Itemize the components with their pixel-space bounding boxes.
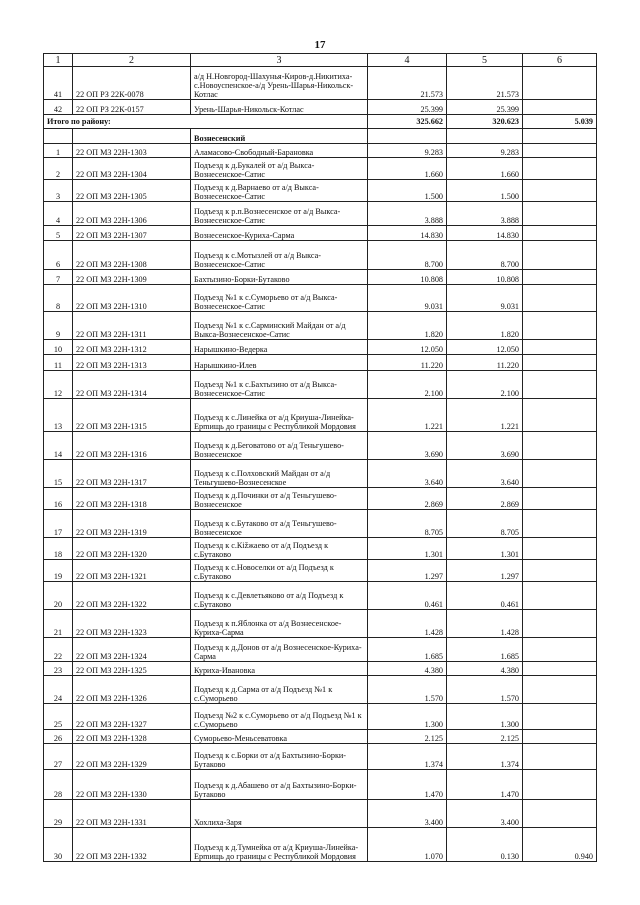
road-name: Хохлиха-Заря [191, 800, 368, 828]
total-label: Итого по району: [44, 115, 368, 129]
length-total: 1.301 [368, 538, 447, 560]
column-header-4: 4 [368, 54, 447, 67]
length-col5: 3.888 [447, 202, 523, 226]
length-col5: 1.301 [447, 538, 523, 560]
column-header-6: 6 [523, 54, 597, 67]
length-total: 2.125 [368, 730, 447, 744]
table-row [44, 510, 597, 538]
road-code: 22 ОП РЗ 22К-0078 [73, 67, 191, 100]
table-row [44, 144, 597, 158]
length-total: 25.399 [368, 100, 447, 115]
district-empty-cell [368, 129, 447, 144]
length-col6 [523, 488, 597, 510]
road-name: а/д Н.Новгород-Шахунья-Киров-д.Никитиха-с.Новоуспенское-а/д Урень-Шарья-Никольск-Котлас [191, 67, 368, 100]
column-header-1: 1 [44, 54, 73, 67]
length-total: 12.050 [368, 340, 447, 355]
road-name: Подъезд к д.Донов от а/д Вознесенское-Курихa-Сарма [191, 638, 368, 662]
road-code: 22 ОП МЗ 22Н-1309 [73, 270, 191, 285]
row-number: 13 [44, 399, 73, 432]
length-col6 [523, 582, 597, 610]
length-total: 3.640 [368, 460, 447, 488]
road-name: Подъезд к с.Линейка от а/д Криуша-Линейка-Ерmищь до границы с Республикой Мордовия [191, 399, 368, 432]
table-row [44, 432, 597, 460]
row-number: 2 [44, 158, 73, 180]
road-code: 22 ОП МЗ 22Н-1312 [73, 340, 191, 355]
row-number: 19 [44, 560, 73, 582]
length-col6 [523, 312, 597, 340]
row-number: 1 [44, 144, 73, 158]
length-col5: 4.380 [447, 662, 523, 676]
length-col6 [523, 676, 597, 704]
length-total: 4.380 [368, 662, 447, 676]
length-col5: 8.700 [447, 241, 523, 270]
table-row [44, 399, 597, 432]
length-total: 3.888 [368, 202, 447, 226]
road-name: Подъезд к с.Борки от а/д Бахтызино-Борки-Бутаково [191, 744, 368, 770]
length-col5: 3.640 [447, 460, 523, 488]
road-name: Подъезд к д.Тумнейка от а/д Криуша-Линейка-Ерmищь до границы с Республикой Мордовия [191, 828, 368, 862]
district-header-row [44, 129, 597, 144]
road-code: 22 ОП МЗ 22Н-1311 [73, 312, 191, 340]
length-col5: 3.400 [447, 800, 523, 828]
length-total: 1.820 [368, 312, 447, 340]
road-code: 22 ОП МЗ 22Н-1303 [73, 144, 191, 158]
row-number: 22 [44, 638, 73, 662]
road-name: Подъезд к д.Букалей от а/д Выкса-Вознесенское-Сатис [191, 158, 368, 180]
road-name: Нарышкино-Илев [191, 355, 368, 371]
row-number: 8 [44, 285, 73, 312]
road-code: 22 ОП МЗ 22Н-1320 [73, 538, 191, 560]
length-total: 1.428 [368, 610, 447, 638]
road-name: Вознесенское-Курихa-Сарма [191, 226, 368, 241]
row-number: 42 [44, 100, 73, 115]
roads-table [43, 53, 597, 862]
road-name: Подъезд к д.Сарма от а/д Подъезд №1 к с.Суморьево [191, 676, 368, 704]
length-total: 0.461 [368, 582, 447, 610]
road-name: Подъезд №1 к с.Суморьево от а/д Выкса-Вознесенское-Сатис [191, 285, 368, 312]
table-row [44, 285, 597, 312]
row-number: 5 [44, 226, 73, 241]
table-row [44, 560, 597, 582]
row-number: 6 [44, 241, 73, 270]
table-row [44, 744, 597, 770]
road-name: Подъезд к с.Новоселки от а/д Подъезд к с.Бутаково [191, 560, 368, 582]
district-empty-cell [523, 129, 597, 144]
total-c6: 5.039 [523, 115, 597, 129]
road-code: 22 ОП МЗ 22Н-1332 [73, 828, 191, 862]
length-total: 8.700 [368, 241, 447, 270]
length-col5: 1.500 [447, 180, 523, 202]
road-name: Подъезд к р.п.Вознесенское от а/д Выкса-Вознесенское-Сатис [191, 202, 368, 226]
column-header-3: 3 [191, 54, 368, 67]
total-c4: 325.662 [368, 115, 447, 129]
row-number: 21 [44, 610, 73, 638]
road-name: Подъезд к с.Кižжаево от а/д Подъезд к с.Бутаково [191, 538, 368, 560]
length-col6 [523, 285, 597, 312]
length-col6 [523, 610, 597, 638]
length-col5: 9.283 [447, 144, 523, 158]
length-total: 1.570 [368, 676, 447, 704]
district-empty-cell [44, 129, 73, 144]
table-row [44, 662, 597, 676]
length-total: 1.660 [368, 158, 447, 180]
length-col6 [523, 355, 597, 371]
length-col5: 2.125 [447, 730, 523, 744]
row-number: 10 [44, 340, 73, 355]
length-col6 [523, 100, 597, 115]
road-code: 22 ОП МЗ 22Н-1317 [73, 460, 191, 488]
total-c5: 320.623 [447, 115, 523, 129]
road-name: Подъезд №1 к с.Бахтызино от а/д Выкса-Вознесенское-Сатис [191, 371, 368, 399]
length-col5: 3.690 [447, 432, 523, 460]
length-col5: 1.685 [447, 638, 523, 662]
road-code: 22 ОП МЗ 22Н-1307 [73, 226, 191, 241]
table-row [44, 158, 597, 180]
length-total: 11.220 [368, 355, 447, 371]
row-number: 29 [44, 800, 73, 828]
length-total: 9.283 [368, 144, 447, 158]
road-name: Курихa-Ивановка [191, 662, 368, 676]
table-row [44, 704, 597, 730]
length-col6 [523, 638, 597, 662]
road-code: 22 ОП МЗ 22Н-1321 [73, 560, 191, 582]
length-col6 [523, 800, 597, 828]
row-number: 16 [44, 488, 73, 510]
row-number: 4 [44, 202, 73, 226]
length-col5: 25.399 [447, 100, 523, 115]
road-code: 22 ОП МЗ 22Н-1313 [73, 355, 191, 371]
road-code: 22 ОП МЗ 22Н-1318 [73, 488, 191, 510]
length-total: 1.470 [368, 770, 447, 800]
length-col6 [523, 538, 597, 560]
row-number: 12 [44, 371, 73, 399]
table-row [44, 460, 597, 488]
column-header-5: 5 [447, 54, 523, 67]
district-name: Вознесенский [191, 129, 368, 144]
row-number: 28 [44, 770, 73, 800]
road-code: 22 ОП МЗ 22Н-1306 [73, 202, 191, 226]
length-col5: 10.808 [447, 270, 523, 285]
road-code: 22 ОП МЗ 22Н-1326 [73, 676, 191, 704]
road-code: 22 ОП МЗ 22Н-1331 [73, 800, 191, 828]
length-total: 9.031 [368, 285, 447, 312]
road-name: Бахтызино-Борки-Бутаково [191, 270, 368, 285]
length-col6 [523, 662, 597, 676]
road-name: Подъезд к п.Яблонка от а/д Вознесенское-Курихa-Сарма [191, 610, 368, 638]
length-total: 1.300 [368, 704, 447, 730]
length-col6 [523, 241, 597, 270]
row-number: 11 [44, 355, 73, 371]
road-name: Подъезд к с.Мотызлей от а/д Выкса-Вознесенское-Сатис [191, 241, 368, 270]
road-code: 22 ОП МЗ 22Н-1305 [73, 180, 191, 202]
table-row [44, 67, 597, 100]
row-number: 30 [44, 828, 73, 862]
length-col5: 21.573 [447, 67, 523, 100]
row-number: 27 [44, 744, 73, 770]
length-col6 [523, 510, 597, 538]
road-name: Подъезд №2 к с.Суморьево от а/д Подъезд №1 к с.Суморьево [191, 704, 368, 730]
length-col5: 1.470 [447, 770, 523, 800]
length-col6 [523, 202, 597, 226]
length-col6 [523, 730, 597, 744]
road-code: 22 ОП МЗ 22Н-1308 [73, 241, 191, 270]
row-number: 18 [44, 538, 73, 560]
road-code: 22 ОП МЗ 22Н-1327 [73, 704, 191, 730]
length-col6 [523, 226, 597, 241]
length-col6 [523, 270, 597, 285]
row-number: 25 [44, 704, 73, 730]
length-total: 10.808 [368, 270, 447, 285]
row-number: 20 [44, 582, 73, 610]
road-name: Нарышкино-Ведерка [191, 340, 368, 355]
district-empty-cell [73, 129, 191, 144]
table-row [44, 770, 597, 800]
table-row [44, 340, 597, 355]
page-number: 17 [314, 39, 326, 51]
length-col6 [523, 340, 597, 355]
length-total: 1.297 [368, 560, 447, 582]
road-name: Аламасово-Свободный-Барановка [191, 144, 368, 158]
table-row [44, 202, 597, 226]
district-total-row [44, 115, 597, 129]
road-code: 22 ОП МЗ 22Н-1315 [73, 399, 191, 432]
row-number: 23 [44, 662, 73, 676]
road-code: 22 ОП МЗ 22Н-1324 [73, 638, 191, 662]
road-name: Подъезд к д.Варнаево от а/д Выкса-Вознесенское-Сатис [191, 180, 368, 202]
row-number: 3 [44, 180, 73, 202]
length-col6 [523, 704, 597, 730]
table-row [44, 270, 597, 285]
table-row [44, 800, 597, 828]
length-col5: 12.050 [447, 340, 523, 355]
length-col6 [523, 432, 597, 460]
length-total: 1.374 [368, 744, 447, 770]
road-code: 22 ОП МЗ 22Н-1325 [73, 662, 191, 676]
length-total: 1.221 [368, 399, 447, 432]
road-code: 22 ОП МЗ 22Н-1330 [73, 770, 191, 800]
road-name: Подъезд №1 к с.Сарминский Майдан от а/д Выкса-Вознесенское-Сатис [191, 312, 368, 340]
length-col5: 0.130 [447, 828, 523, 862]
length-col5: 1.820 [447, 312, 523, 340]
road-code: 22 ОП МЗ 22Н-1322 [73, 582, 191, 610]
road-code: 22 ОП МЗ 22Н-1319 [73, 510, 191, 538]
length-col6 [523, 560, 597, 582]
length-col5: 9.031 [447, 285, 523, 312]
length-total: 2.100 [368, 371, 447, 399]
length-total: 8.705 [368, 510, 447, 538]
column-header-2: 2 [73, 54, 191, 67]
row-number: 26 [44, 730, 73, 744]
road-code: 22 ОП МЗ 22Н-1310 [73, 285, 191, 312]
row-number: 41 [44, 67, 73, 100]
row-number: 15 [44, 460, 73, 488]
table-row [44, 312, 597, 340]
length-col6 [523, 744, 597, 770]
table-row [44, 828, 597, 862]
length-total: 14.830 [368, 226, 447, 241]
row-number: 24 [44, 676, 73, 704]
road-code: 22 ОП МЗ 22Н-1304 [73, 158, 191, 180]
length-col5: 1.374 [447, 744, 523, 770]
length-col5: 11.220 [447, 355, 523, 371]
table-row [44, 355, 597, 371]
length-col6 [523, 144, 597, 158]
table-row [44, 538, 597, 560]
length-col5: 1.221 [447, 399, 523, 432]
row-number: 9 [44, 312, 73, 340]
table-row [44, 730, 597, 744]
length-total: 2.869 [368, 488, 447, 510]
length-col6 [523, 180, 597, 202]
road-name: Подъезд к д.Починки от а/д Теньгушево-Вознесенское [191, 488, 368, 510]
length-total: 1.500 [368, 180, 447, 202]
table-row [44, 610, 597, 638]
length-col6 [523, 371, 597, 399]
length-col6: 0.940 [523, 828, 597, 862]
length-col5: 2.100 [447, 371, 523, 399]
row-number: 7 [44, 270, 73, 285]
length-total: 3.400 [368, 800, 447, 828]
length-col5: 8.705 [447, 510, 523, 538]
road-name: Подъезд к д.Беговатово от а/д Теньгушево-Вознесенское [191, 432, 368, 460]
table-row [44, 582, 597, 610]
table-row [44, 488, 597, 510]
length-total: 21.573 [368, 67, 447, 100]
length-col5: 2.869 [447, 488, 523, 510]
length-col5: 1.428 [447, 610, 523, 638]
road-code: 22 ОП МЗ 22Н-1329 [73, 744, 191, 770]
length-col6 [523, 460, 597, 488]
road-name: Урень-Шарья-Никольск-Котлас [191, 100, 368, 115]
table-row [44, 638, 597, 662]
road-name: Подъезд к д.Абашево от а/д Бахтызино-Борки-Бутаково [191, 770, 368, 800]
road-name: Подъезд к с.Бутаково от а/д Теньгушево-Вознесенское [191, 510, 368, 538]
column-header-row [44, 54, 597, 67]
table-row [44, 371, 597, 399]
length-total: 1.070 [368, 828, 447, 862]
length-col6 [523, 158, 597, 180]
road-code: 22 ОП МЗ 22Н-1316 [73, 432, 191, 460]
length-col5: 0.461 [447, 582, 523, 610]
row-number: 17 [44, 510, 73, 538]
table-row [44, 241, 597, 270]
road-name: Суморьево-Меньсеватовка [191, 730, 368, 744]
row-number: 14 [44, 432, 73, 460]
length-col5: 1.660 [447, 158, 523, 180]
length-col6 [523, 67, 597, 100]
table-row [44, 226, 597, 241]
length-col5: 1.300 [447, 704, 523, 730]
district-empty-cell [447, 129, 523, 144]
length-col6 [523, 770, 597, 800]
length-col5: 1.570 [447, 676, 523, 704]
length-total: 3.690 [368, 432, 447, 460]
table-row [44, 180, 597, 202]
road-name: Подъезд к с.Полховский Майдан от а/д Теньгушево-Вознесенское [191, 460, 368, 488]
road-code: 22 ОП МЗ 22Н-1328 [73, 730, 191, 744]
table-row [44, 100, 597, 115]
length-col5: 14.830 [447, 226, 523, 241]
road-code: 22 ОП РЗ 22К-0157 [73, 100, 191, 115]
length-col5: 1.297 [447, 560, 523, 582]
roads-table-body [44, 54, 597, 862]
table-row [44, 676, 597, 704]
road-code: 22 ОП МЗ 22Н-1314 [73, 371, 191, 399]
length-total: 1.685 [368, 638, 447, 662]
length-col6 [523, 399, 597, 432]
road-code: 22 ОП МЗ 22Н-1323 [73, 610, 191, 638]
road-name: Подъезд к с.Девлетьяково от а/д Подъезд к с.Бутаково [191, 582, 368, 610]
